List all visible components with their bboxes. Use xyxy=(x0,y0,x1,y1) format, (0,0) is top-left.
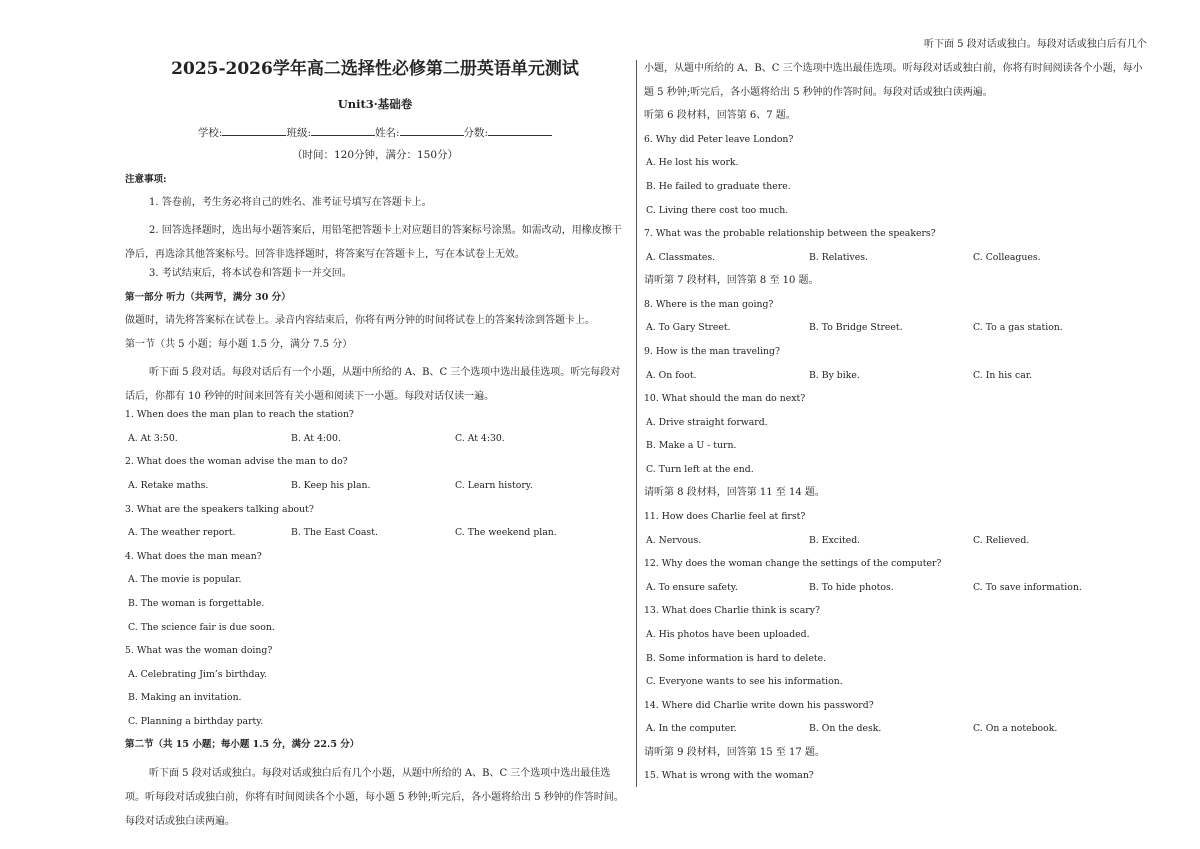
q14-option-b[interactable]: B. On the desk. xyxy=(809,723,882,734)
q2-option-c[interactable]: C. Learn history. xyxy=(455,480,533,491)
section2-instructions-cont: 听下面 5 段对话或独白。每段对话或独白后有几个小题，从题中所给的 A、B、C 三个选项中选出最佳选项。听每段对话或独白前，你将有时间阅读各个小题，每小题 5 秒钟;听完后，各小题将给出 5 秒钟的作答时间。每段对话或独白读两遍。 xyxy=(644,39,1147,98)
material-6: 听第 6 段材料，回答第 6、7 题。 xyxy=(644,110,796,121)
section1-instructions: 听下面 5 段对话。每段对话后有一个小题，从题中所给的 A、B、C 三个选项中选出最佳选项。听完每段对话后，你都有 10 秒钟的时间来回答有关小题和阅读下一小题。每段对话仅读一遍。 xyxy=(125,367,621,402)
q5-option-c[interactable]: C. Planning a birthday party. xyxy=(128,716,264,727)
q1-option-a[interactable]: A. At 3:50. xyxy=(128,433,178,444)
q3-option-b[interactable]: B. The East Coast. xyxy=(291,527,378,538)
q13-option-a[interactable]: A. His photos have been uploaded. xyxy=(646,629,810,640)
q2-option-a[interactable]: A. Retake maths. xyxy=(128,480,209,491)
material-8: 请听第 8 段材料，回答第 11 至 14 题。 xyxy=(644,487,825,498)
part1-heading: 第一部分 听力（共两节，满分 30 分） xyxy=(125,292,291,303)
q1-option-c[interactable]: C. At 4:30. xyxy=(455,433,505,444)
q13-option-c[interactable]: C. Everyone wants to see his information. xyxy=(646,676,843,687)
material-9: 请听第 9 段材料，回答第 15 至 17 题。 xyxy=(644,747,825,758)
q11-option-c[interactable]: C. Relieved. xyxy=(973,535,1030,546)
question-4: 4. What does the man mean? xyxy=(125,551,262,562)
q10-option-a[interactable]: A. Drive straight forward. xyxy=(646,417,768,428)
q6-option-a[interactable]: A. He lost his work. xyxy=(646,157,739,168)
q6-option-b[interactable]: B. He failed to graduate there. xyxy=(646,181,791,192)
question-14: 14. Where did Charlie write down his password? xyxy=(644,700,874,711)
q7-option-b[interactable]: B. Relatives. xyxy=(809,252,868,263)
section2-instructions-start: 听下面 5 段对话或独白。每段对话或独白后有几个小题，从题中所给的 A、B、C 三个选项中选出最佳选项。听每段对话或独白前，你将有时间阅读各个小题，每小题 5 秒钟;听完后，各小题将给出 5 秒钟的作答时间。每段对话或独白读两遍。 xyxy=(125,768,624,827)
question-8: 8. Where is the man going? xyxy=(644,299,774,310)
time-info: （时间：120分钟，满分：150分） xyxy=(291,149,459,161)
q4-option-b[interactable]: B. The woman is forgettable. xyxy=(128,598,265,609)
note-item-3: 3. 考试结束后，将本试卷和答题卡一并交回。 xyxy=(149,268,352,279)
score-input[interactable] xyxy=(488,124,552,136)
q9-option-c[interactable]: C. In his car. xyxy=(973,370,1033,381)
q14-option-c[interactable]: C. On a notebook. xyxy=(973,723,1058,734)
q13-option-b[interactable]: B. Some information is hard to delete. xyxy=(646,653,827,664)
section2-heading: 第二节（共 15 小题；每小题 1.5 分，满分 22.5 分） xyxy=(125,739,360,750)
question-9: 9. How is the man traveling? xyxy=(644,346,780,357)
q4-option-a[interactable]: A. The movie is popular. xyxy=(128,574,242,585)
part1-intro: 做题时，请先将答案标在试卷上。录音内容结束后，你将有两分钟的时间将试卷上的答案转涂到答题卡上。 xyxy=(125,315,595,326)
school-label: 学校: xyxy=(197,127,223,139)
page-subtitle: Unit3·基础卷 xyxy=(337,97,413,111)
q14-option-a[interactable]: A. In the computer. xyxy=(646,723,737,734)
q3-option-a[interactable]: A. The weather report. xyxy=(128,527,236,538)
notes-heading: 注意事项: xyxy=(125,174,167,185)
name-label: 姓名: xyxy=(375,127,400,139)
question-7: 7. What was the probable relationship between the speakers? xyxy=(644,228,936,239)
q12-option-b[interactable]: B. To hide photos. xyxy=(809,582,894,593)
question-12: 12. Why does the woman change the settings of the computer? xyxy=(644,558,942,569)
info-fields xyxy=(125,124,625,140)
note-item-1: 1. 答卷前，考生务必将自己的姓名、准考证号填写在答题卡上。 xyxy=(149,197,432,208)
q10-option-c[interactable]: C. Turn left at the end. xyxy=(646,464,754,475)
question-1: 1. When does the man plan to reach the station? xyxy=(125,409,354,420)
q1-option-b[interactable]: B. At 4:00. xyxy=(291,433,341,444)
score-label: 分数: xyxy=(463,127,489,139)
class-input[interactable] xyxy=(311,124,375,136)
section1-heading: 第一节（共 5 小题；每小题 1.5 分，满分 7.5 分） xyxy=(125,339,353,350)
question-5: 5. What was the woman doing? xyxy=(125,645,273,656)
q8-option-c[interactable]: C. To a gas station. xyxy=(973,322,1063,333)
material-7: 请听第 7 段材料，回答第 8 至 10 题。 xyxy=(644,275,819,286)
q2-option-b[interactable]: B. Keep his plan. xyxy=(291,480,371,491)
q12-option-a[interactable]: A. To ensure safety. xyxy=(646,582,738,593)
q6-option-c[interactable]: C. Living there cost too much. xyxy=(646,205,789,216)
q11-option-a[interactable]: A. Nervous. xyxy=(646,535,702,546)
note-item-2: 2. 回答选择题时，选出每小题答案后，用铅笔把答题卡上对应题目的答案标号涂黑。如需改动，用橡皮擦干净后，再选涂其他答案标号。回答非选择题时，将答案写在答题卡上，写在本试卷上无效。 xyxy=(125,225,622,260)
q9-option-b[interactable]: B. By bike. xyxy=(809,370,860,381)
question-11: 11. How does Charlie feel at first? xyxy=(644,511,806,522)
q3-option-c[interactable]: C. The weekend plan. xyxy=(455,527,557,538)
q5-option-b[interactable]: B. Making an invitation. xyxy=(128,692,242,703)
class-label: 班级: xyxy=(286,127,311,139)
q12-option-c[interactable]: C. To save information. xyxy=(973,582,1082,593)
q8-option-a[interactable]: A. To Gary Street. xyxy=(646,322,731,333)
q7-option-a[interactable]: A. Classmates. xyxy=(646,252,716,263)
question-6: 6. Why did Peter leave London? xyxy=(644,134,794,145)
question-10: 10. What should the man do next? xyxy=(644,393,806,404)
q7-option-c[interactable]: C. Colleagues. xyxy=(973,252,1041,263)
q5-option-a[interactable]: A. Celebrating Jim’s birthday. xyxy=(128,669,268,680)
page-title: 2025-2026学年高二选择性必修第二册英语单元测试 xyxy=(171,59,579,79)
question-13: 13. What does Charlie think is scary? xyxy=(644,605,820,616)
question-3: 3. What are the speakers talking about? xyxy=(125,504,314,515)
question-2: 2. What does the woman advise the man to do? xyxy=(125,456,348,467)
q9-option-a[interactable]: A. On foot. xyxy=(646,370,697,381)
question-15: 15. What is wrong with the woman? xyxy=(644,770,814,781)
school-input[interactable] xyxy=(222,124,286,136)
q8-option-b[interactable]: B. To Bridge Street. xyxy=(809,322,903,333)
q10-option-b[interactable]: B. Make a U - turn. xyxy=(646,440,737,451)
column-divider xyxy=(636,60,637,787)
q4-option-c[interactable]: C. The science fair is due soon. xyxy=(128,622,275,633)
q11-option-b[interactable]: B. Excited. xyxy=(809,535,861,546)
name-input[interactable] xyxy=(400,124,464,136)
